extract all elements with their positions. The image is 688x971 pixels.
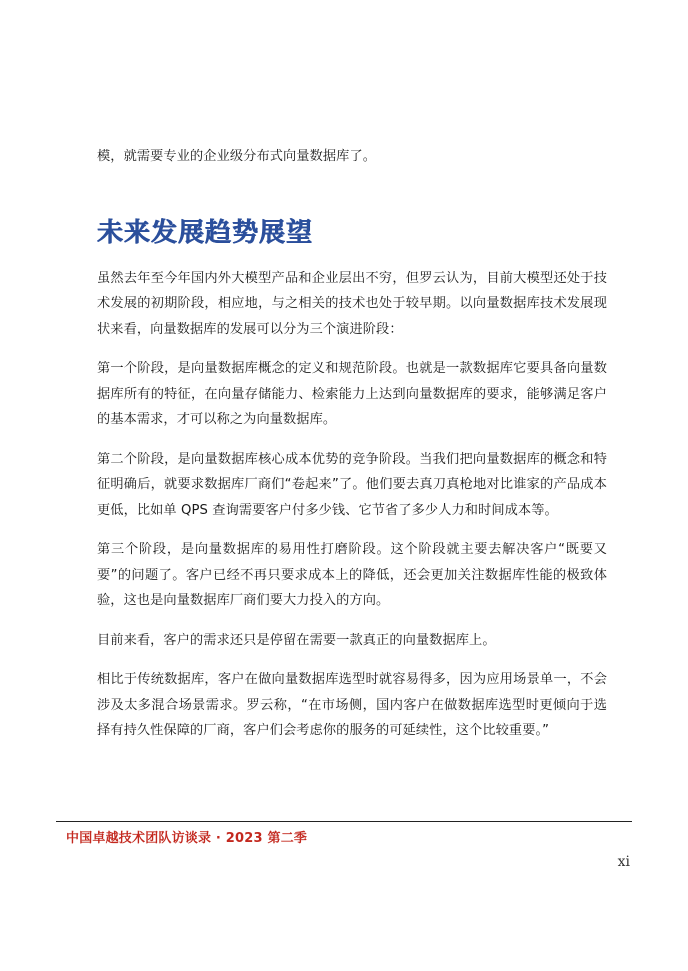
paragraph-stage-one: 第一个阶段，是向量数据库概念的定义和规范阶段。也就是一款数据库它要具备向量数据库所有的特征，在向量存储能力、检索能力上达到向量数据库的要求，能够满足客户的基本需求，才可以称之为向量数据库。 — [97, 361, 607, 427]
page-number: xi — [617, 854, 630, 870]
lead-paragraph: 模，就需要专业的企业级分布式向量数据库了。 — [97, 149, 377, 164]
paragraph-stage-three: 第三个阶段，是向量数据库的易用性打磨阶段。这个阶段就主要去解决客户“既要又要”的问题了。客户已经不再只要求成本上的降低，还会更加关注数据库性能的极致体验，这也是向量数据库厂商们要大力投入的方向。 — [97, 542, 607, 608]
paragraph-comparison: 相比于传统数据库，客户在做向量数据库选型时就容易得多，因为应用场景单一，不会涉及太多混合场景需求。罗云称，“在市场侧，国内客户在做数据库选型时更倾向于选择有持久性保障的厂商，客户们会考虑你的服务的可延续性，这个比较重要。” — [97, 672, 607, 738]
article-body — [97, 144, 607, 758]
section-heading: 未来发展趋势展望 — [97, 217, 314, 248]
paragraph-intro: 虽然去年至今年国内外大模型产品和企业层出不穷，但罗云认为，目前大模型还处于技术发展的初期阶段，相应地，与之相关的技术也处于较早期。以向量数据库技术发展现状来看，向量数据库的发展可以分为三个演进阶段： — [97, 270, 607, 337]
paragraph-stage-two: 第二个阶段，是向量数据库核心成本优势的竞争阶段。当我们把向量数据库的概念和特征明确后，就要求数据库厂商们“卷起来”了。他们要去真刀真枪地对比谁家的产品成本更低，比如单 QPS 查询需要客户付多少钱、它节省了多少人力和时间成本等。 — [97, 451, 607, 518]
paragraph-current-state: 目前来看，客户的需求还只是停留在需要一款真正的向量数据库上。 — [97, 632, 496, 648]
footer-series-title: 中国卓越技术团队访谈录 · 2023 第二季 — [66, 831, 308, 846]
footer-divider — [56, 821, 632, 822]
